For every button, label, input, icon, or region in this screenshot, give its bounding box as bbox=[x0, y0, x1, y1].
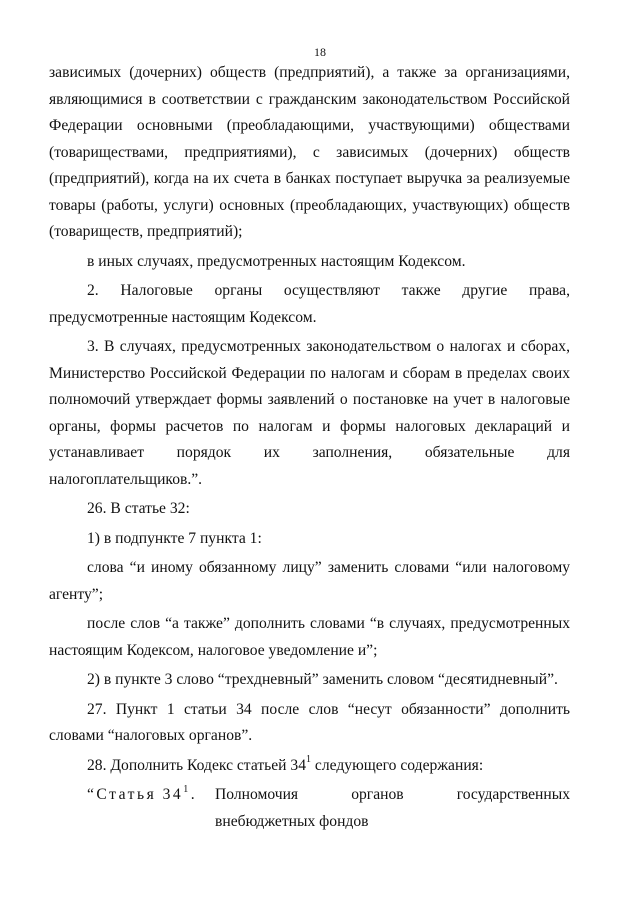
paragraph-subitem-1: 1) в подпункте 7 пункта 1: bbox=[87, 529, 262, 547]
article-heading bbox=[49, 782, 570, 835]
paragraph-item-2: 2. Налоговые органы осуществляют также другие права, предусмотренные настоящим Кодексом. bbox=[49, 282, 570, 326]
paragraph-continuation: зависимых (дочерних) обществ (предприятий), а также за организациями, являющимися в соответствии с гражданским законодательством Российской Федерации основными (преобладающими, участвующими) обществами (товариществами, предприятиями), с зависимых (дочерних) обществ (предприятий), когда на их счета в банках поступает выручка за реализуемые товары (работы, услуги) основных (преобладающих, участвующих) обществ (товариществ, предприятий); bbox=[49, 64, 570, 240]
item-28-text: 28. Дополнить Кодекс статьей 34 bbox=[87, 756, 307, 774]
paragraph-replace-words: слова “и иному обязанному лицу” заменить словами “или налоговому агенту”; bbox=[49, 559, 570, 603]
article-title-line-1: Полномочия органов государственных bbox=[215, 786, 570, 803]
article-title-line-2: внебюджетных фондов bbox=[215, 812, 369, 830]
article-label bbox=[87, 782, 215, 835]
item-28-tail: следующего содержания: bbox=[311, 756, 484, 774]
article-title bbox=[215, 782, 570, 835]
article-label-text: “Статья 34 bbox=[87, 786, 184, 803]
page-number: 18 bbox=[314, 45, 326, 59]
item-28-superscript: 1 bbox=[306, 754, 312, 766]
paragraph-other-cases: в иных случаях, предусмотренных настоящим Кодексом. bbox=[87, 252, 466, 270]
document-body bbox=[49, 60, 570, 835]
paragraph-subitem-2: 2) в пункте 3 слово “трехдневный” заменить словом “десятидневный”. bbox=[87, 671, 558, 688]
article-label-superscript: 1 bbox=[183, 783, 191, 795]
article-label-tail: . bbox=[190, 786, 198, 803]
paragraph-after-words: после слов “а также” дополнить словами “в случаях, предусмотренных настоящим Кодексом, налоговое уведомление и”; bbox=[49, 615, 570, 659]
paragraph-item-28 bbox=[49, 753, 570, 780]
paragraph-item-3: 3. В случаях, предусмотренных законодательством о налогах и сборах, Министерство Российской Федерации по налогам и сборам в пределах своих полномочий утверждает формы заявлений о постановке на учет в налоговые органы, формы расчетов по налогам и формы налоговых деклараций и устанавливает порядок их заполнения, обязательные для налогоплательщиков.”. bbox=[49, 338, 570, 488]
paragraph-item-26: 26. В статье 32: bbox=[87, 500, 190, 517]
paragraph-item-27: 27. Пункт 1 статьи 34 после слов “несут обязанности” дополнить словами “налоговых органов”. bbox=[49, 700, 570, 744]
